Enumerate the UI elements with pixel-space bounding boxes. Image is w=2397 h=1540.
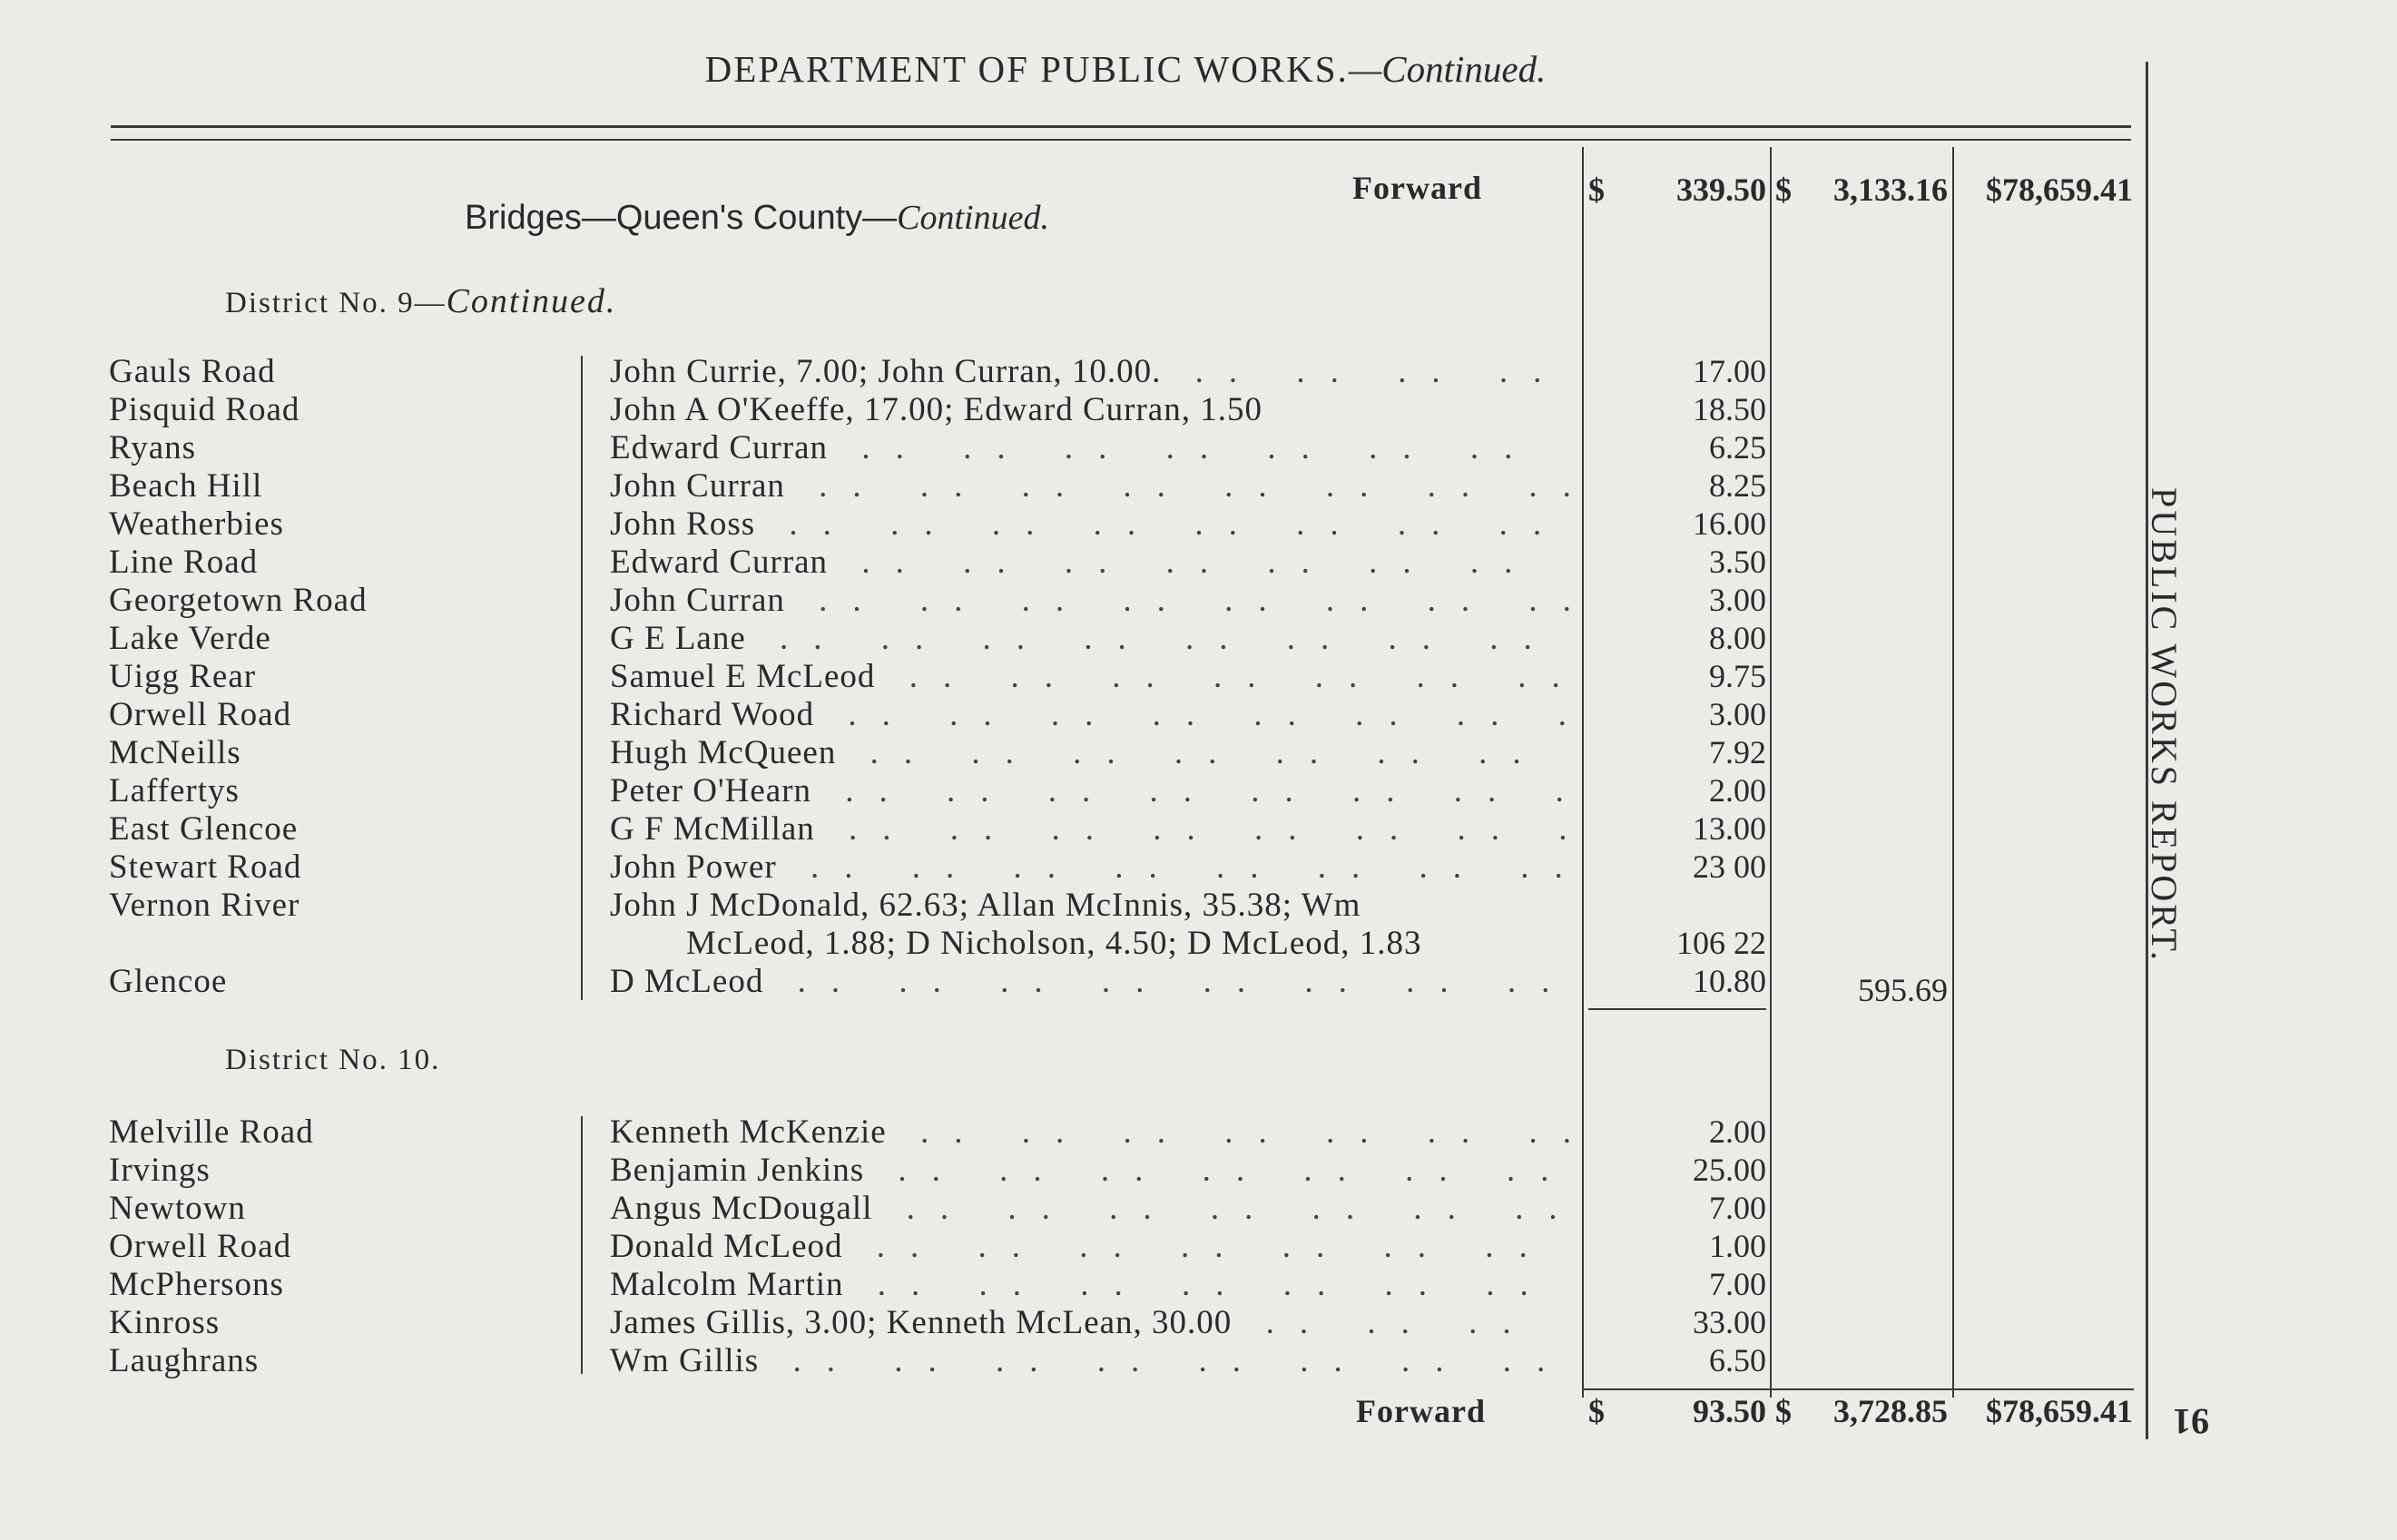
payee: Edward Curran .. .. — [610, 428, 1572, 467]
district-9-label: District No. 9— — [225, 287, 447, 319]
district-9-total: 595.69 — [1858, 972, 1948, 1008]
payee: John Ross .. .. — [610, 505, 1572, 544]
table-row — [0, 505, 1770, 543]
table-row — [0, 619, 1770, 657]
forward-bottom-label: Forward — [1356, 1393, 1486, 1429]
header-title: DEPARTMENT OF PUBLIC WORKS. — [704, 48, 1349, 90]
amount: 9.75 — [1709, 658, 1766, 694]
section-title-main: Bridges—Queen's County— — [465, 199, 898, 237]
table-row — [0, 695, 1770, 733]
table-row — [0, 581, 1770, 619]
amount: 13.00 — [1693, 810, 1766, 847]
forward-bottom-col3: $78,659.41 — [1986, 1393, 2133, 1429]
page-header — [0, 47, 2251, 91]
amount: 18.50 — [1693, 391, 1766, 427]
forward-bottom-col2: 3,728.85 — [1833, 1393, 1948, 1429]
table-row — [0, 962, 1770, 1000]
forward-bottom-rule — [1582, 1388, 2134, 1390]
forward-top-dollar-1: $ — [1588, 172, 1605, 208]
payee: John Curran .. .. — [610, 581, 1572, 620]
side-running-title: PUBLIC WORKS REPORT. — [2144, 487, 2185, 963]
place-name: Newtown — [109, 1190, 246, 1227]
place-name: McPhersons — [109, 1266, 284, 1303]
district-9-continued: Continued. — [446, 282, 617, 320]
table-row — [0, 771, 1770, 809]
place-name: Pisquid Road — [109, 391, 300, 428]
place-name: McNeills — [109, 734, 241, 771]
table-row — [0, 428, 1770, 466]
amount: 7.00 — [1709, 1190, 1766, 1226]
place-name: Orwell Road — [109, 1228, 292, 1265]
place-name: Kinross — [109, 1304, 221, 1341]
table-row — [0, 886, 1770, 924]
table-row — [0, 1189, 1770, 1227]
header-continued: —Continued. — [1348, 48, 1547, 90]
amount: 2.00 — [1709, 772, 1766, 809]
table-row — [0, 1265, 1770, 1303]
amount: 7.92 — [1709, 734, 1766, 770]
place-name: Laughrans — [109, 1342, 260, 1379]
payee: McLeod, 1.88; D Nicholson, 4.50; D McLeod, 1.83 — [686, 925, 1422, 962]
payee: Peter O'Hearn .. .. — [610, 771, 1572, 810]
amount: 6.25 — [1709, 429, 1766, 466]
payee: Kenneth McKenzie .. .. — [610, 1113, 1572, 1152]
table-row — [0, 1113, 1770, 1151]
header-rule-bottom — [111, 139, 2131, 141]
amount: 10.80 — [1693, 963, 1766, 999]
amount: 3.00 — [1709, 582, 1766, 618]
district-9-sum-rule — [1588, 1008, 1766, 1010]
forward-top-col1: 339.50 — [1676, 172, 1766, 208]
amount: 17.00 — [1693, 353, 1766, 389]
table-row — [0, 466, 1770, 505]
district-10-label: District No. 10. — [225, 1044, 441, 1076]
place-name: Georgetown Road — [109, 582, 368, 619]
payee: Donald McLeod .. .. — [610, 1227, 1572, 1266]
place-name: Weatherbies — [109, 505, 284, 543]
amount: 3.00 — [1709, 696, 1766, 732]
table-row — [0, 1227, 1770, 1265]
place-name: Ryans — [109, 429, 197, 466]
payee: Richard Wood .. .. — [610, 695, 1572, 734]
table-row — [0, 1341, 1770, 1379]
forward-top-label: Forward — [1352, 170, 1482, 206]
table-row — [0, 352, 1770, 390]
place-name: Uigg Rear — [109, 658, 257, 695]
place-name: Gauls Road — [109, 353, 276, 390]
amount: 7.00 — [1709, 1266, 1766, 1302]
amount: 2.00 — [1709, 1113, 1766, 1150]
payee: John Currie, 7.00; John Curran, 10.00. .. .. — [610, 352, 1572, 391]
amount: 106 22 — [1676, 925, 1766, 961]
table-row — [0, 924, 1770, 962]
place-name: Vernon River — [109, 887, 300, 924]
place-name: Stewart Road — [109, 848, 302, 886]
column-rule-2 — [1770, 147, 1772, 1398]
table-row — [0, 657, 1770, 695]
table-row — [0, 848, 1770, 886]
forward-bottom-col1: 93.50 — [1693, 1393, 1766, 1429]
payee: Samuel E McLeod .. .. — [610, 657, 1572, 696]
place-name: Beach Hill — [109, 467, 263, 505]
payee: Malcolm Martin .. .. — [610, 1265, 1572, 1304]
payee: Wm Gillis .. .. — [610, 1341, 1572, 1380]
district-9-heading — [225, 281, 616, 321]
amount: 25.00 — [1693, 1152, 1766, 1188]
payee: Benjamin Jenkins .. .. — [610, 1151, 1572, 1190]
amount: 23 00 — [1693, 848, 1766, 885]
table-row — [0, 809, 1770, 848]
payee: John A O'Keeffe, 17.00; Edward Curran, 1.50 — [610, 391, 1262, 428]
district-10-heading — [225, 1044, 440, 1077]
forward-bottom-dollar-1: $ — [1588, 1393, 1605, 1429]
place-name: Line Road — [109, 544, 259, 581]
forward-top-col3: $78,659.41 — [1986, 172, 2133, 208]
place-name: Glencoe — [109, 963, 228, 1000]
forward-bottom-dollar-2: $ — [1775, 1393, 1792, 1429]
forward-top-col2: 3,133.16 — [1833, 172, 1948, 208]
amount: 33.00 — [1693, 1304, 1766, 1340]
table-row — [0, 1151, 1770, 1189]
place-name: Melville Road — [109, 1113, 314, 1151]
payee: G E Lane .. .. — [610, 619, 1572, 658]
place-name: Orwell Road — [109, 696, 292, 733]
amount: 16.00 — [1693, 505, 1766, 542]
payee: G F McMillan .. .. — [610, 809, 1572, 848]
amount: 8.00 — [1709, 620, 1766, 656]
payee: Edward Curran .. .. — [610, 543, 1572, 582]
place-name: Irvings — [109, 1152, 211, 1189]
payee: John Power .. .. — [610, 848, 1572, 887]
forward-top-dollar-2: $ — [1775, 172, 1792, 208]
place-name: East Glencoe — [109, 810, 299, 848]
section-title — [465, 198, 1049, 238]
page-number: 91 — [2173, 1401, 2209, 1442]
table-row — [0, 1303, 1770, 1341]
payee: Angus McDougall .. .. — [610, 1189, 1572, 1228]
amount: 6.50 — [1709, 1342, 1766, 1378]
amount: 3.50 — [1709, 544, 1766, 580]
amount: 8.25 — [1709, 467, 1766, 504]
payee: John J McDonald, 62.63; Allan McInnis, 35.38; Wm — [610, 887, 1361, 924]
table-row — [0, 543, 1770, 581]
place-name: Laffertys — [109, 772, 240, 809]
header-rule-top — [111, 125, 2131, 128]
payee: D McLeod .. .. — [610, 962, 1572, 1001]
payee: Hugh McQueen .. .. — [610, 733, 1572, 772]
payee: John Curran .. .. — [610, 466, 1572, 505]
section-title-continued: Continued. — [897, 199, 1049, 237]
payee: James Gillis, 3.00; Kenneth McLean, 30.00 .. .. — [610, 1303, 1572, 1342]
table-row — [0, 390, 1770, 428]
place-name: Lake Verde — [109, 620, 271, 657]
column-rule-3 — [1952, 147, 1954, 1398]
amount: 1.00 — [1709, 1228, 1766, 1264]
table-row — [0, 733, 1770, 771]
